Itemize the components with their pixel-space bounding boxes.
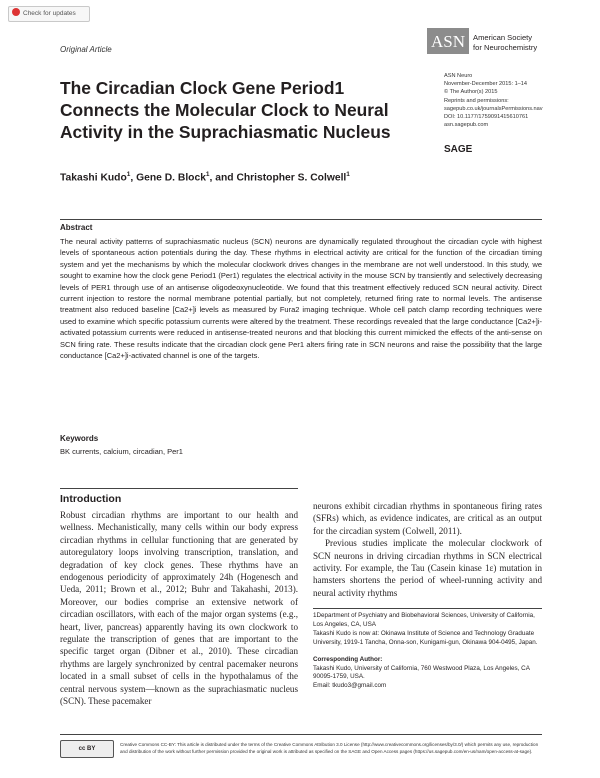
asn-logo bbox=[427, 28, 469, 54]
author-affiliation-marker: 1 bbox=[126, 171, 131, 178]
sage-logo bbox=[444, 144, 472, 155]
author-name: Gene D. Block bbox=[136, 172, 206, 184]
journal-url[interactable]: asn.sagepub.com bbox=[444, 122, 489, 129]
society-name bbox=[473, 33, 537, 52]
corresponding-email[interactable]: Email: tkudo3@gmail.com bbox=[313, 682, 387, 690]
issue-date: November-December 2015: 1–14 bbox=[444, 81, 528, 88]
keywords-heading: Keywords bbox=[60, 434, 99, 443]
intro-rule bbox=[60, 488, 298, 489]
footnote-rule bbox=[313, 608, 542, 609]
society-name-line2: for Neurochemistry bbox=[473, 42, 538, 52]
sage-logo-text: SAGE bbox=[444, 144, 473, 155]
cc-by-badge[interactable]: cc BY bbox=[60, 740, 114, 758]
footnotes bbox=[313, 612, 543, 691]
intro-column-left bbox=[60, 509, 298, 708]
author-affiliation-marker: 1 bbox=[205, 171, 210, 178]
check-for-updates-button[interactable] bbox=[8, 6, 90, 22]
license-text: Creative Commons CC-BY: This article is distributed under the terms of the Creative Commons Attribution 3.0 License (http://www.creativecommons.org/licenses/by/3.0/) which permits any use, reproduction and distribution of the work without further permission provided the original work is attributed as specified on the SAGE and Open Access pages (https://us.sagepub.com/en-us/nam/open-access-at-sage). bbox=[120, 742, 539, 754]
abstract-heading: Abstract bbox=[60, 223, 93, 232]
license-rule bbox=[60, 734, 542, 735]
society-name-line1: American Society bbox=[473, 33, 533, 42]
permissions-link[interactable]: sagepub.co.uk/journalsPermissions.nav bbox=[444, 105, 543, 112]
journal-name: ASN Neuro bbox=[444, 73, 473, 79]
corresponding-author-text: Takashi Kudo, University of California, 760 Westwood Plaza, Los Angeles, CA 90095-1759, USA. bbox=[313, 664, 530, 681]
crossmark-icon bbox=[12, 8, 20, 16]
current-address-note: Takashi Kudo is now at: Okinawa Institute of Science and Technology Graduate University, 1919-1 Tancha, Onna-son, Kunigami-gun, Okinawa 904-0495, Japan. bbox=[313, 629, 538, 646]
author-name: Takashi Kudo bbox=[60, 172, 127, 184]
copyright: © The Author(s) 2015 bbox=[444, 89, 498, 96]
author-list: Takashi Kudo$^1$, Gene D. Block$^1$, and Christopher S. Colwell$^1$ bbox=[60, 171, 350, 184]
abstract-text: The neural activity patterns of suprachiasmatic nucleus (SCN) neurons are dynamically regulated throughout the circadian cycle with highest levels of spontaneous action potentials during the day. These rhythms in electrical activity are critical for the function of the circadian timing system and yet the mechanisms by which the molecular clockwork drives changes in the membrane are not well understood. In this study, we sought to examine how the clock gene Period1 (Per1) regulates the electrical activity in the mouse SCN by transiently and selectively decreasing levels of PER1 through use of an antisense oligodeoxynucleotide. We found that this treatment effectively reduced SCN neural activity. Direct current injection to restore the normal membrane potential partially, but not completely, returned firing rate to normal levels. The antisense treatment also reduced baseline [Ca2+]i levels as measured by Fura2 imaging technique. Whole cell patch clamp recording techniques were used to examine which specific potassium currents were altered by the treatment. These recordings revealed that the large conductance [Ca2+]i-activated potassium currents were reduced in antisense-treated neurons and that blocking this current mimicked the effects of the anti-sense on SCN firing rate. These results indicate that the circadian clock gene Per1 alters firing rate in SCN neurons and raise the possibility that the large conductance [Ca2+]i-activated channel is one of the targets. bbox=[60, 237, 542, 361]
affiliation-note: 1Department of Psychiatry and Biobehavioral Sciences, University of California, Los Angeles, CA, USA bbox=[313, 612, 535, 628]
check-updates-label: Check for updates bbox=[23, 10, 76, 17]
doi[interactable]: DOI: 10.1177/1759091415610761 bbox=[444, 114, 529, 121]
keywords-text: BK currents, calcium, circadian, Per1 bbox=[60, 447, 183, 456]
author-name: Christopher S. Colwell bbox=[236, 172, 347, 184]
article-title: The Circadian Clock Gene Period1 Connects the Molecular Clock to Neural Activity in the Suprachiasmatic Nucleus bbox=[60, 78, 391, 142]
introduction-heading: Introduction bbox=[60, 493, 122, 505]
reprints-label: Reprints and permissions: bbox=[444, 97, 509, 104]
paragraph: neurons exhibit circadian rhythms in spontaneous firing rates (SFRs) which, as evidence indicates, are critical as an output for the circadian system (Colwell, 2011). bbox=[313, 501, 542, 536]
paragraph: Robust circadian rhythms are important to our health and wellness. Mechanistically, many cells within our body express circadian rhythms in cellular functioning that are generated by autoregulatory loops involving transcription, translation, and degradation of key clock genes. These rhythms have an endogenous periodicity of approximately 24h (Hogenesch and Ueda, 2011; Brown et al., 2012; Buhr and Takahashi, 2013). Moreover, our bodies comprise an extensive network of circadian oscillators, with each of the major organ systems (e.g., heart, liver, pancreas) apparently having its own clockwork to regulate the transcription of genes that are important to the specific target organ (Dibner et al., 2010). These circadian rhythms are largely synchronized by central pacemaker neurons located in a small subset of cells in the hypothalamus of the central nervous system—known as the suprachiasmatic nucleus (SCN). These pacemaker bbox=[60, 510, 298, 707]
abstract-top-rule bbox=[60, 219, 542, 220]
asn-logo-text: ASN bbox=[430, 32, 466, 51]
author-affiliation-marker: 1 bbox=[346, 171, 350, 178]
corresponding-author-heading: Corresponding Author: bbox=[313, 655, 383, 663]
intro-column-right bbox=[313, 500, 542, 599]
paragraph: Previous studies implicate the molecular clockwork of SCN neurons in driving circadian rhythms in SCN electrical activity. For example, the Tau (Casein kinase 1ε) mutation in hamsters shortens the period of wheel-running activity and neural activity rhythms bbox=[313, 538, 542, 598]
article-type: Original Article bbox=[60, 45, 112, 54]
publication-info bbox=[444, 72, 543, 129]
